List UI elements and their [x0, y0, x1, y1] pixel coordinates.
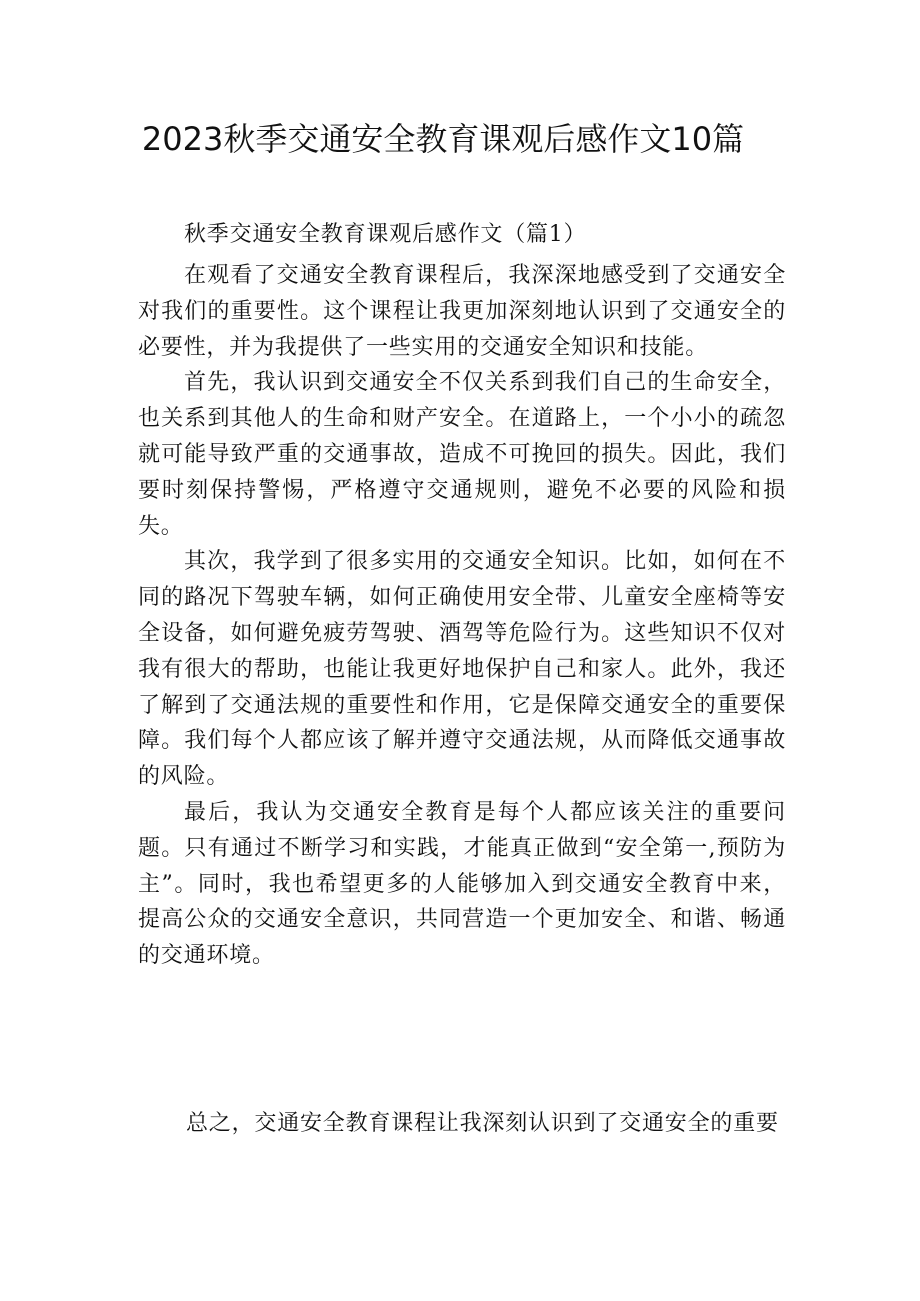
paragraph-2: 首先，我认识到交通安全不仅关系到我们自己的生命安全，也关系到其他人的生命和财产安全。在道路上，一个小小的疏忽就可能导致严重的交通事故，造成不可挽回的损失。因此，我们要时刻保持警惕，严格遵守交通规则，避免不必要的风险和损失。: [138, 370, 786, 539]
paragraph-4: 最后，我认为交通安全教育是每个人都应该关注的重要问题。只有通过不断学习和实践，才能真正做到“安全第一,预防为主”。同时，我也希望更多的人能够加入到交通安全教育中来，提高公众的交通安全意识，共同营造一个更加安全、和谐、畅通的交通环境。: [138, 799, 786, 969]
document-title: 2023秋季交通安全教育课观后感作文10篇: [141, 120, 745, 158]
document-body: [138, 212, 786, 974]
closing-paragraph: 总之，交通安全教育课程让我深刻认识到了交通安全的重要: [186, 1111, 779, 1136]
paragraph-3: 其次，我学到了很多实用的交通安全知识。比如，如何在不同的路况下驾驶车辆，如何正确使用安全带、儿童安全座椅等安全设备，如何避免疲劳驾驶、酒驾等危险行为。这些知识不仅对我有很大的帮助，也能让我更好地保护自己和家人。此外，我还了解到了交通法规的重要性和作用，它是保障交通安全的重要保障。我们每个人都应该了解并遵守交通法规，从而降低交通事故的风险。: [138, 549, 786, 790]
section-heading: 秋季交通安全教育课观后感作文（篇1）: [184, 222, 587, 247]
paragraph-1: 在观看了交通安全教育课程后，我深深地感受到了交通安全对我们的重要性。这个课程让我更加深刻地认识到了交通安全的必要性，并为我提供了一些实用的交通安全知识和技能。: [138, 263, 786, 360]
